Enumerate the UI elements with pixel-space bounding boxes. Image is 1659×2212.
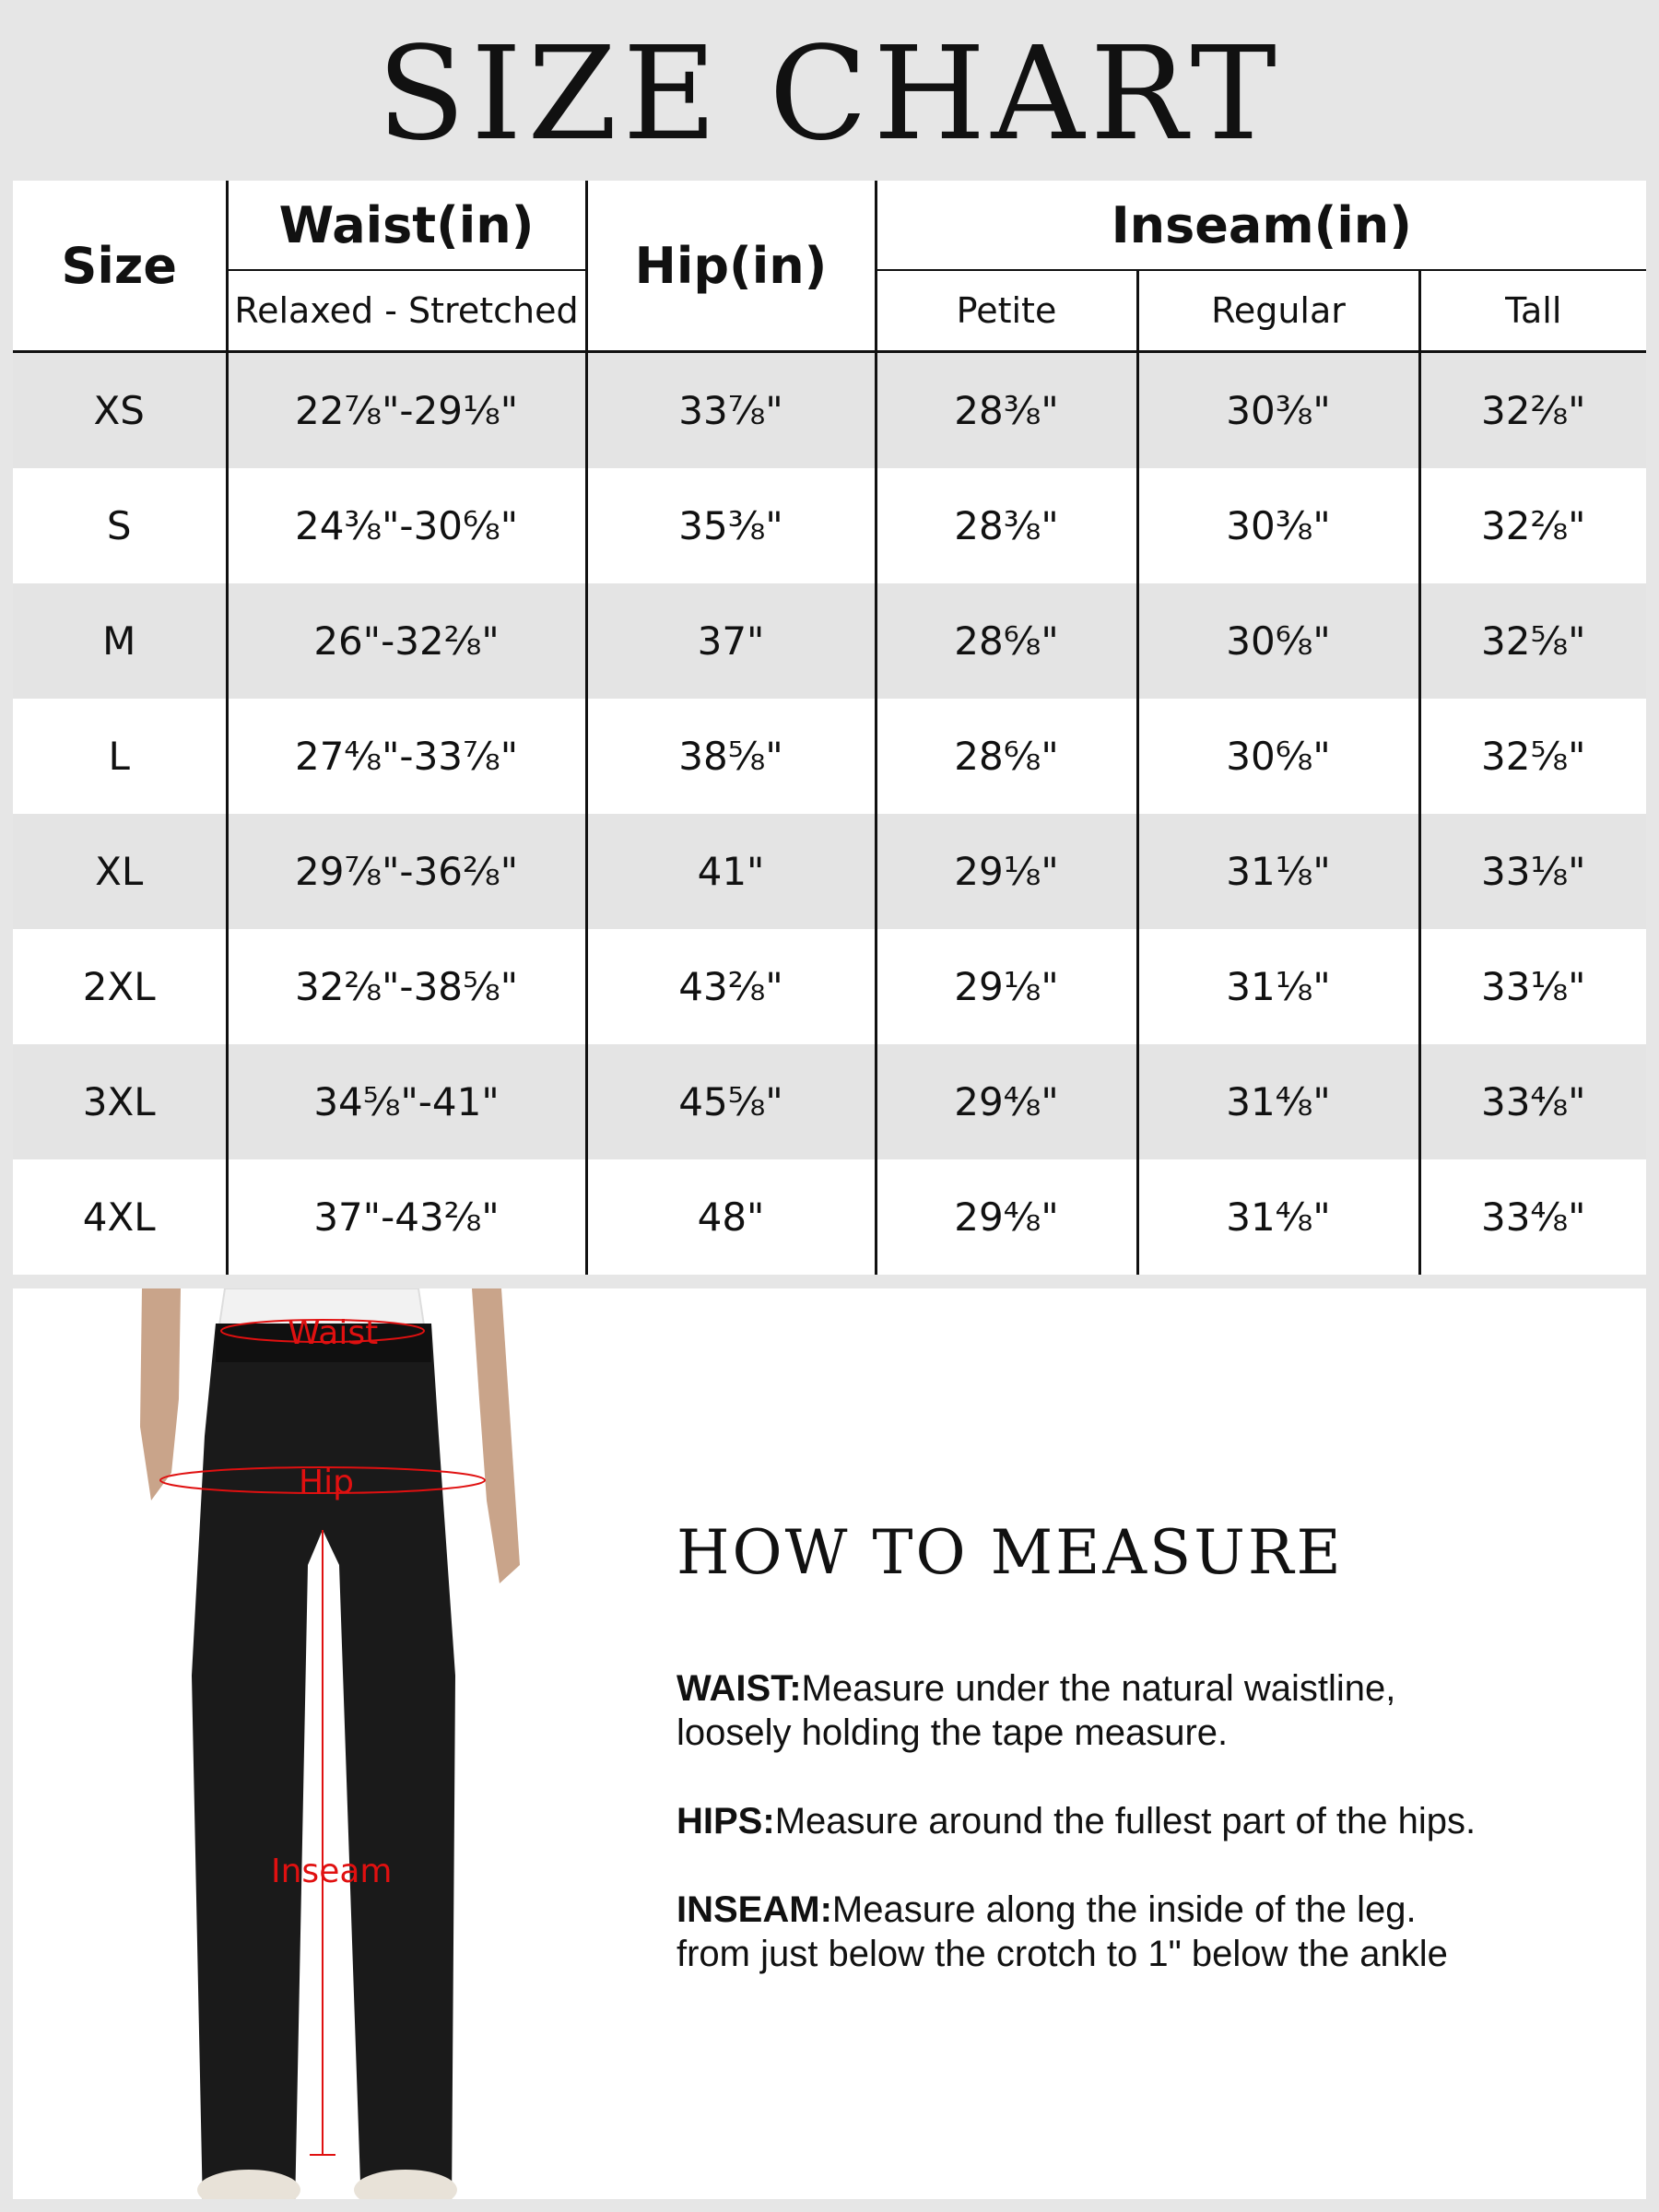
cell-size: L	[13, 699, 227, 814]
cell-waist: 34⁵⁄₈"-41"	[227, 1044, 586, 1159]
hip-label: Hip	[299, 1464, 354, 1501]
cell-tall: 33⁴⁄₈"	[1419, 1159, 1646, 1275]
cell-petite: 28³⁄₈"	[876, 352, 1137, 469]
cell-regular: 31¹⁄₈"	[1137, 814, 1419, 929]
how-to-measure-title: HOW TO MEASURE	[677, 1517, 1344, 1588]
cell-regular: 30³⁄₈"	[1137, 468, 1419, 583]
header-petite: Petite	[876, 270, 1137, 352]
cell-waist: 27⁴⁄₈"-33⁷⁄₈"	[227, 699, 586, 814]
cell-regular: 30⁶⁄₈"	[1137, 583, 1419, 699]
inseam-instruction	[677, 1888, 1635, 1976]
cell-tall: 32⁵⁄₈"	[1419, 583, 1646, 699]
waist-instruction	[677, 1666, 1635, 1755]
cell-size: XS	[13, 352, 227, 469]
table-row	[13, 1044, 1646, 1159]
table-row	[13, 699, 1646, 814]
cell-hip: 35³⁄₈"	[586, 468, 876, 583]
model-illustration	[114, 1288, 538, 2199]
cell-waist: 26"-32²⁄₈"	[227, 583, 586, 699]
cell-hip: 43²⁄₈"	[586, 929, 876, 1044]
how-to-measure-panel	[13, 1288, 1646, 2199]
cell-hip: 33⁷⁄₈"	[586, 352, 876, 469]
waist-text-2: loosely holding the tape measure.	[677, 1712, 1229, 1753]
waist-label: Waist	[288, 1314, 379, 1352]
cell-petite: 28⁶⁄₈"	[876, 699, 1137, 814]
header-tall: Tall	[1419, 270, 1646, 352]
cell-hip: 48"	[586, 1159, 876, 1275]
waist-key: WAIST:	[677, 1668, 802, 1709]
cell-size: 2XL	[13, 929, 227, 1044]
hips-instruction	[677, 1799, 1635, 1843]
table-row	[13, 468, 1646, 583]
cell-size: 3XL	[13, 1044, 227, 1159]
inseam-key: INSEAM:	[677, 1889, 832, 1930]
size-table-body	[13, 352, 1646, 1276]
cell-hip: 38⁵⁄₈"	[586, 699, 876, 814]
cell-tall: 32²⁄₈"	[1419, 468, 1646, 583]
cell-petite: 29¹⁄₈"	[876, 814, 1137, 929]
table-row	[13, 814, 1646, 929]
cell-tall: 32²⁄₈"	[1419, 352, 1646, 469]
page-title: SIZE CHART	[377, 19, 1282, 170]
inseam-label: Inseam	[271, 1853, 393, 1890]
cell-waist: 24³⁄₈"-30⁶⁄₈"	[227, 468, 586, 583]
cell-regular: 31¹⁄₈"	[1137, 929, 1419, 1044]
cell-petite: 28⁶⁄₈"	[876, 583, 1137, 699]
cell-tall: 32⁵⁄₈"	[1419, 699, 1646, 814]
cell-waist: 37"-43²⁄₈"	[227, 1159, 586, 1275]
cell-regular: 31⁴⁄₈"	[1137, 1159, 1419, 1275]
header-waist-sub: Relaxed - Stretched	[227, 270, 586, 352]
table-row	[13, 1159, 1646, 1275]
table-row	[13, 352, 1646, 469]
cell-waist: 22⁷⁄₈"-29¹⁄₈"	[227, 352, 586, 469]
hips-text: Measure around the fullest part of the hips.	[774, 1801, 1477, 1841]
size-table	[13, 181, 1646, 1275]
inseam-text-1: Measure along the inside of the leg.	[831, 1889, 1417, 1930]
cell-size: S	[13, 468, 227, 583]
cell-petite: 29¹⁄₈"	[876, 929, 1137, 1044]
waist-text-1: Measure under the natural waistline,	[801, 1668, 1396, 1709]
cell-petite: 29⁴⁄₈"	[876, 1044, 1137, 1159]
header-hip: Hip(in)	[586, 181, 876, 352]
table-row	[13, 929, 1646, 1044]
size-table-container	[13, 181, 1646, 1265]
cell-regular: 31⁴⁄₈"	[1137, 1044, 1419, 1159]
header-inseam: Inseam(in)	[876, 181, 1646, 270]
cell-waist: 32²⁄₈"-38⁵⁄₈"	[227, 929, 586, 1044]
table-row	[13, 583, 1646, 699]
inseam-text-2: from just below the crotch to 1" below the ankle	[677, 1934, 1448, 1974]
cell-size: 4XL	[13, 1159, 227, 1275]
cell-hip: 37"	[586, 583, 876, 699]
cell-petite: 29⁴⁄₈"	[876, 1159, 1137, 1275]
cell-tall: 33¹⁄₈"	[1419, 929, 1646, 1044]
cell-size: M	[13, 583, 227, 699]
cell-regular: 30⁶⁄₈"	[1137, 699, 1419, 814]
header-regular: Regular	[1137, 270, 1419, 352]
header-waist: Waist(in)	[227, 181, 586, 270]
pants-figure-icon	[114, 1288, 538, 2199]
cell-hip: 45⁵⁄₈"	[586, 1044, 876, 1159]
hips-key: HIPS:	[677, 1801, 775, 1841]
header-size: Size	[13, 181, 227, 352]
cell-petite: 28³⁄₈"	[876, 468, 1137, 583]
cell-tall: 33⁴⁄₈"	[1419, 1044, 1646, 1159]
cell-size: XL	[13, 814, 227, 929]
cell-regular: 30³⁄₈"	[1137, 352, 1419, 469]
cell-waist: 29⁷⁄₈"-36²⁄₈"	[227, 814, 586, 929]
cell-hip: 41"	[586, 814, 876, 929]
cell-tall: 33¹⁄₈"	[1419, 814, 1646, 929]
